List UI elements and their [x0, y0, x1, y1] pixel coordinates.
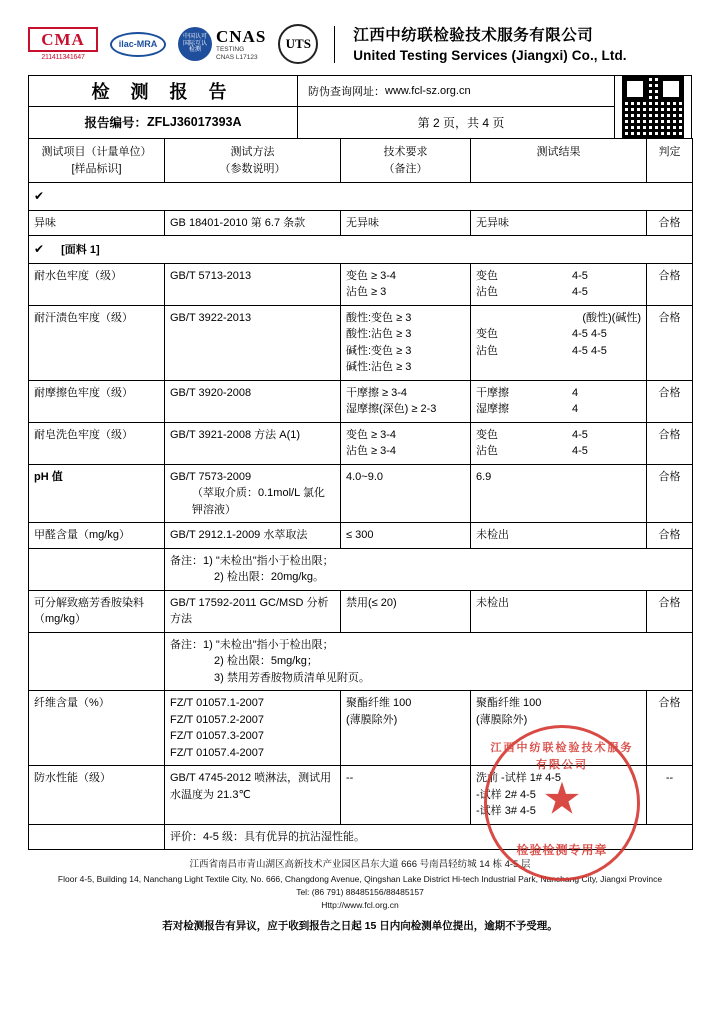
cell-item: 甲醛含量（mg/kg）: [29, 523, 165, 549]
result-label: 变色: [476, 328, 498, 341]
cell-result: [471, 422, 647, 464]
req-line: 沾色 ≥ 3: [346, 286, 387, 299]
table-row: [29, 691, 693, 766]
anti-fake-row: [298, 76, 614, 107]
report-number-row: [29, 107, 297, 137]
result-value: 4-5 4-5: [572, 344, 607, 357]
req-line: 酸性:沾色 ≥ 3: [346, 328, 412, 341]
seal-company-text: 江西中纺联检验技术服务有限公司: [490, 741, 634, 771]
req-line: 变色 ≥ 3-4: [346, 428, 397, 441]
cell-result: 无异味: [471, 210, 647, 236]
cell-item: 异味: [29, 210, 165, 236]
result-line: 聚酯纤维 100: [476, 697, 542, 710]
cell-requirement: 无异味: [341, 210, 471, 236]
table-row: [29, 632, 693, 691]
cell-notes: [165, 632, 693, 691]
req-line: 聚酯纤维 100: [346, 697, 412, 710]
req-line: 碱性:变色 ≥ 3: [346, 344, 412, 357]
company-name-cn: 江西中纺联检验技术服务有限公司: [353, 27, 594, 44]
result-label: 湿摩擦: [476, 403, 509, 416]
anti-url-label: 防伪查询网址：: [308, 86, 385, 99]
cell-method: GB/T 5713-2013: [165, 263, 341, 305]
th-verdict: [647, 139, 693, 183]
cnas-label: CNAS: [216, 26, 267, 46]
req-line: 干摩擦 ≥ 3-4: [346, 386, 408, 399]
company-name-en: United Testing Services (Jiangxi) Co., Ltd.: [353, 47, 627, 63]
result-line: [476, 310, 641, 327]
method-note: （萃取介质：0.1mol/L 氯化钾溶液）: [192, 487, 325, 516]
cell-item-empty: [29, 632, 165, 691]
ilac-mra-logo: [110, 32, 166, 57]
method-line: FZ/T 01057.2-2007: [170, 713, 264, 726]
result-value: 4-5: [572, 445, 588, 458]
cell-item: 可分解致癌芳香胺染料（mg/kg）: [29, 590, 165, 632]
page-info-row: [298, 107, 614, 137]
cell-result: [471, 380, 647, 422]
cell-item: 耐水色牢度（级）: [29, 263, 165, 305]
method-line: FZ/T 01057.4-2007: [170, 746, 264, 759]
cell-verdict: --: [647, 766, 693, 825]
note-line: 2) 检出限：5mg/kg；: [214, 655, 318, 668]
footer-warning: 若对检测报告有异议，应于收到报告之日起 15 日内向检测单位提出，逾期不予受理。: [162, 920, 558, 933]
cell-requirement: 禁用(≤ 20): [341, 590, 471, 632]
cell-requirement: [341, 380, 471, 422]
report-no-label: 报告编号：: [84, 116, 147, 131]
req-line: 沾色 ≥ 3-4: [346, 445, 397, 458]
cell-verdict: 合格: [647, 210, 693, 236]
cma-logo: [28, 27, 98, 61]
table-row: [29, 766, 693, 825]
footer-address-cn: 江西省南昌市青山湖区高新技术产业园区昌东大道 666 号南昌轻纺城 14 栋 4-5 层: [189, 859, 531, 871]
result-value: 4-5: [572, 286, 588, 299]
check-icon: ✔: [34, 242, 45, 257]
result-line: [476, 401, 641, 418]
req-line: 酸性:变色 ≥ 3: [346, 311, 412, 324]
result-line: -试样 2# 4-5: [476, 788, 536, 801]
result-label: [476, 310, 572, 327]
uts-logo: [278, 24, 318, 64]
cell-result: 未检出: [471, 590, 647, 632]
result-line: (薄膜除外): [476, 713, 528, 726]
table-row: [29, 236, 693, 264]
th-result-l1: 测试结果: [536, 146, 581, 159]
result-label: 干摩擦: [476, 386, 509, 399]
th-requirement: [341, 139, 471, 183]
th-method: [165, 139, 341, 183]
cell-verdict: 合格: [647, 380, 693, 422]
cell-item: 纤维含量（%）: [29, 691, 165, 766]
table-row: [29, 548, 693, 590]
result-label: 变色: [476, 269, 498, 282]
title-left: [29, 76, 298, 138]
cell-item-empty: [29, 824, 165, 850]
th-req-l2: （备注）: [383, 162, 428, 175]
table-row: [29, 183, 693, 211]
table-row: [29, 464, 693, 523]
cell-item: 耐摩擦色牢度（级）: [29, 380, 165, 422]
table-row: [29, 523, 693, 549]
cell-verdict: 合格: [647, 422, 693, 464]
cell-requirement: 4.0~9.0: [341, 464, 471, 523]
qr-cell: [615, 76, 691, 138]
company-name-block: [353, 24, 692, 65]
ilac-label: ilac-MRA: [110, 32, 166, 57]
report-title-row: [29, 76, 297, 107]
cell-method: [165, 691, 341, 766]
table-header-row: [29, 139, 693, 183]
cell-requirement: [341, 691, 471, 766]
th-item: [29, 139, 165, 183]
cell-requirement: ≤ 300: [341, 523, 471, 549]
check-icon: ✔: [34, 189, 45, 204]
uts-label: UTS: [278, 24, 318, 64]
cma-number: 211411341647: [41, 54, 85, 61]
report-no-value: ZFLJ36017393A: [147, 115, 242, 130]
cell-result: [471, 263, 647, 305]
cell-method: GB/T 3922-2013: [165, 305, 341, 380]
result-line: [476, 326, 641, 343]
result-line: [476, 385, 641, 402]
cell-item: 耐皂洗色牢度（级）: [29, 422, 165, 464]
cell-verdict: 合格: [647, 590, 693, 632]
method-line: FZ/T 01057.3-2007: [170, 730, 264, 743]
result-line: [476, 268, 641, 285]
report-title: 检 测 报 告: [91, 82, 235, 103]
result-line: 洗前 -试样 1# 4-5: [476, 772, 561, 785]
footer-address-en: Floor 4-5, Building 14, Nanchang Light Textile City, No. 666, Changdong Avenue, Qingshan Lake District Hi-tech Industrial Park, Nanchang City, Jiangxi Province: [57, 873, 663, 884]
cell-requirement: [341, 305, 471, 380]
qr-code-icon[interactable]: [622, 76, 684, 138]
th-item-l2: [样品标识]: [71, 162, 122, 175]
table-row: [29, 590, 693, 632]
seal-label: 检验检测专用章: [516, 843, 608, 858]
req-line: (薄膜除外): [346, 713, 398, 726]
th-verdict-l1: 判定: [658, 146, 681, 159]
table-row: [29, 380, 693, 422]
note-line: 2) 检出限：20mg/kg。: [214, 571, 325, 584]
result-line: [476, 343, 641, 360]
cell-method: GB/T 3920-2008: [165, 380, 341, 422]
result-value: 4: [572, 403, 579, 416]
cell-result: 未检出: [471, 523, 647, 549]
cell-result: [471, 691, 647, 766]
method-line: GB/T 7573-2009: [170, 470, 252, 483]
th-item-l1: 测试项目（计量单位）: [41, 146, 152, 159]
cnas-text: [216, 27, 266, 61]
table-row: [29, 210, 693, 236]
title-mid: [298, 76, 615, 138]
star-icon: ★: [542, 774, 582, 824]
note-line: 备注：1) "未检出"指小于检出限；: [170, 638, 334, 651]
accreditation-logos: [28, 24, 318, 64]
cell-notes: [165, 548, 693, 590]
th-result: [471, 139, 647, 183]
th-method-l1: 测试方法: [230, 146, 275, 159]
cell-item-empty: [29, 548, 165, 590]
test-results-table: [28, 138, 693, 850]
cell-result: [471, 305, 647, 380]
continuation-check-cell: [29, 183, 693, 211]
method-line: FZ/T 01057.1-2007: [170, 697, 264, 710]
table-row: [29, 263, 693, 305]
result-label: 沾色: [476, 344, 498, 357]
material-label: [面料 1]: [61, 244, 100, 257]
cell-method: GB/T 3921-2008 方法 A(1): [165, 422, 341, 464]
result-line: [476, 284, 641, 301]
cell-requirement: [341, 263, 471, 305]
header-divider: [334, 26, 335, 63]
page-info: 第 2 页，共 4 页: [417, 115, 505, 130]
cell-method: GB/T 17592-2011 GC/MSD 分析方法: [165, 590, 341, 632]
cell-requirement: --: [341, 766, 471, 825]
result-value: 4-5: [572, 428, 588, 441]
cnas-sub1: TESTING: [216, 46, 245, 54]
cell-method: GB 18401-2010 第 6.7 条款: [165, 210, 341, 236]
cell-verdict: 合格: [647, 305, 693, 380]
result-line: [476, 443, 641, 460]
report-header: [28, 18, 692, 75]
result-label: 沾色: [476, 286, 498, 299]
cell-verdict: 合格: [647, 263, 693, 305]
req-line: 变色 ≥ 3-4: [346, 269, 397, 282]
note-line: 3) 禁用芳香胺物质清单见附页。: [214, 671, 370, 684]
th-req-l1: 技术要求: [383, 146, 428, 159]
cma-label: CMA: [28, 27, 98, 52]
cell-requirement: [341, 422, 471, 464]
cell-result: 6.9: [471, 464, 647, 523]
cell-method: [165, 464, 341, 523]
cell-item: 耐汗渍色牢度（级）: [29, 305, 165, 380]
cnas-logo: [178, 27, 266, 61]
cell-item: 防水性能（级）: [29, 766, 165, 825]
note-line: 备注：1) "未检出"指小于检出限；: [170, 554, 334, 567]
material-group-cell: [29, 236, 693, 264]
table-row: [29, 422, 693, 464]
cell-verdict: 合格: [647, 464, 693, 523]
result-line: [476, 427, 641, 444]
footer-tel: Tel: (86 791) 88485156/88485157: [296, 887, 424, 898]
result-value: (酸性)(碱性): [582, 311, 641, 324]
result-label: 变色: [476, 428, 498, 441]
cell-evaluation: 评价：4-5 级：具有优异的抗沾湿性能。: [165, 824, 693, 850]
result-value: 4: [572, 386, 579, 399]
cnas-sub2: CNAS L17123: [216, 53, 258, 61]
req-line: 碱性:沾色 ≥ 3: [346, 361, 412, 374]
cnas-badge-icon: 中国认可 国际互认 检测: [178, 27, 212, 61]
result-label: 沾色: [476, 445, 498, 458]
table-row: [29, 305, 693, 380]
result-value: 4-5: [572, 269, 588, 282]
table-row: [29, 824, 693, 850]
cell-verdict: 合格: [647, 691, 693, 766]
cell-method: GB/T 4745-2012 喷淋法，测试用水温度为 21.3℃: [165, 766, 341, 825]
anti-url-value[interactable]: www.fcl-sz.org.cn: [385, 85, 471, 98]
th-method-l2: （参数说明）: [219, 162, 286, 175]
cell-result: [471, 766, 647, 825]
req-line: 湿摩擦(深色) ≥ 2-3: [346, 403, 437, 416]
cell-item: pH 值: [29, 464, 165, 523]
title-block: [28, 75, 692, 138]
result-line: -试样 3# 4-5: [476, 805, 536, 818]
footer-website[interactable]: Http://www.fcl.org.cn: [321, 900, 399, 911]
cell-method: GB/T 2912.1-2009 水萃取法: [165, 523, 341, 549]
cell-verdict: 合格: [647, 523, 693, 549]
result-value: 4-5 4-5: [572, 328, 607, 341]
